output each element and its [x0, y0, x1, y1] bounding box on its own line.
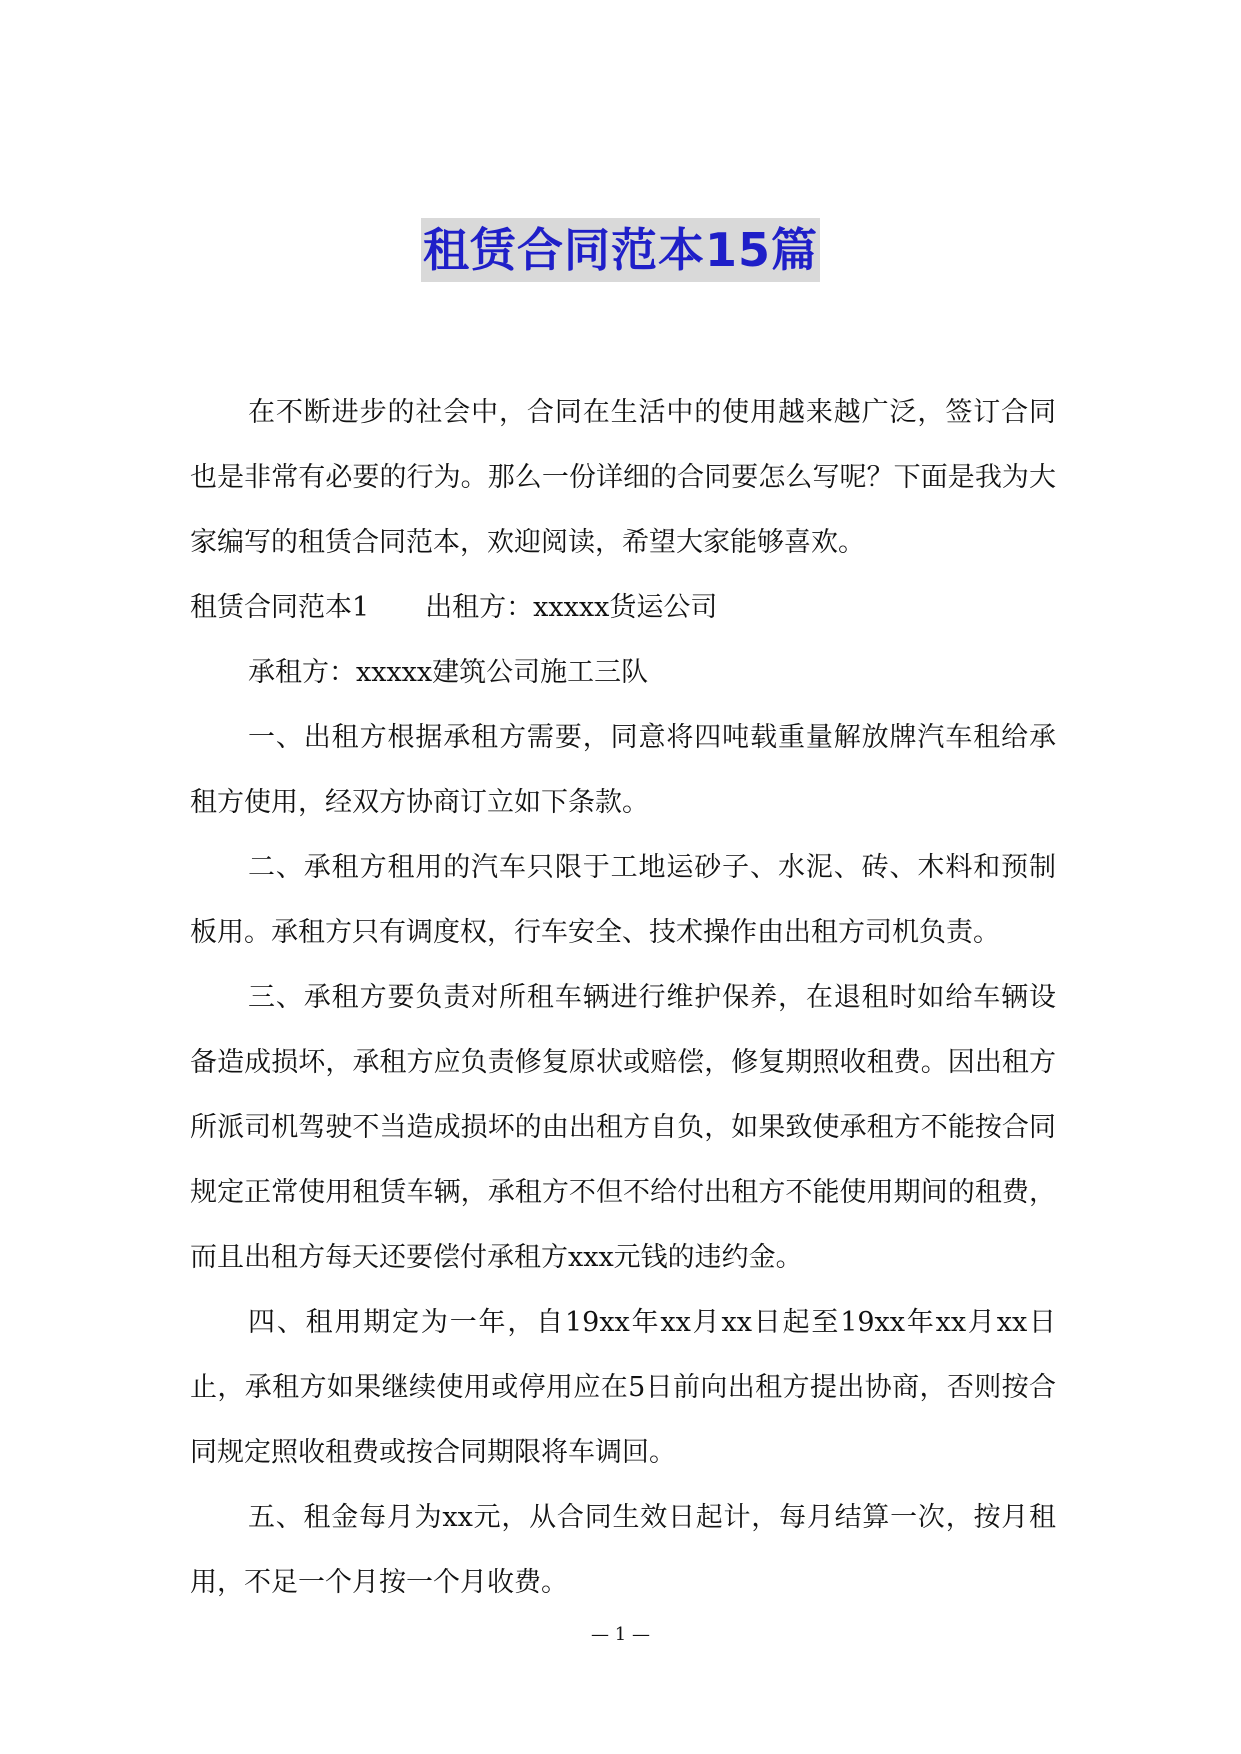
- clause-3-paragraph: 三、承租方要负责对所租车辆进行维护保养，在退租时如给车辆设备造成损坏，承租方应负责修复原状或赔偿，修复期照收租费。因出租方所派司机驾驶不当造成损坏的由出租方自负，如果致使承租方不能按合同规定正常使用租赁车辆，承租方不但不给付出租方不能使用期间的租费，而且出租方每天还要偿付承租方xxx元钱的违约金。: [190, 982, 1056, 1273]
- section-heading-line: [190, 575, 1056, 640]
- clause-4-paragraph: 四、租用期定为一年，自19xx年xx月xx日起至19xx年xx月xx日止，承租方如果继续使用或停用应在5日前向出租方提出协商，否则按合同规定照收租费或按合同期限将车调回。: [190, 1307, 1056, 1468]
- document-title: 租赁合同范本15篇: [421, 218, 820, 282]
- intro-paragraph: 在不断进步的社会中，合同在生活中的使用越来越广泛，签订合同也是非常有必要的行为。那么一份详细的合同要怎么写呢？下面是我为大家编写的租赁合同范本，欢迎阅读，希望大家能够喜欢。: [190, 397, 1056, 558]
- section-heading: 租赁合同范本1: [190, 592, 370, 623]
- lessor-line: 出租方：xxxxx货运公司: [425, 592, 718, 623]
- clause-5-paragraph: 五、租金每月为xx元，从合同生效日起计，每月结算一次，按月租用，不足一个月按一个月收费。: [190, 1502, 1056, 1598]
- page-number: — 1 —: [591, 1624, 650, 1645]
- clause-2-paragraph: 二、承租方租用的汽车只限于工地运砂子、水泥、砖、木料和预制板用。承租方只有调度权，行车安全、技术操作由出租方司机负责。: [190, 852, 1056, 948]
- lessee-paragraph: 承租方：xxxxx建筑公司施工三队: [248, 657, 649, 688]
- title-wrap: [0, 218, 1241, 282]
- clause-1-paragraph: 一、出租方根据承租方需要，同意将四吨载重量解放牌汽车租给承租方使用，经双方协商订立如下条款。: [190, 722, 1056, 818]
- document-body: [190, 380, 1056, 1615]
